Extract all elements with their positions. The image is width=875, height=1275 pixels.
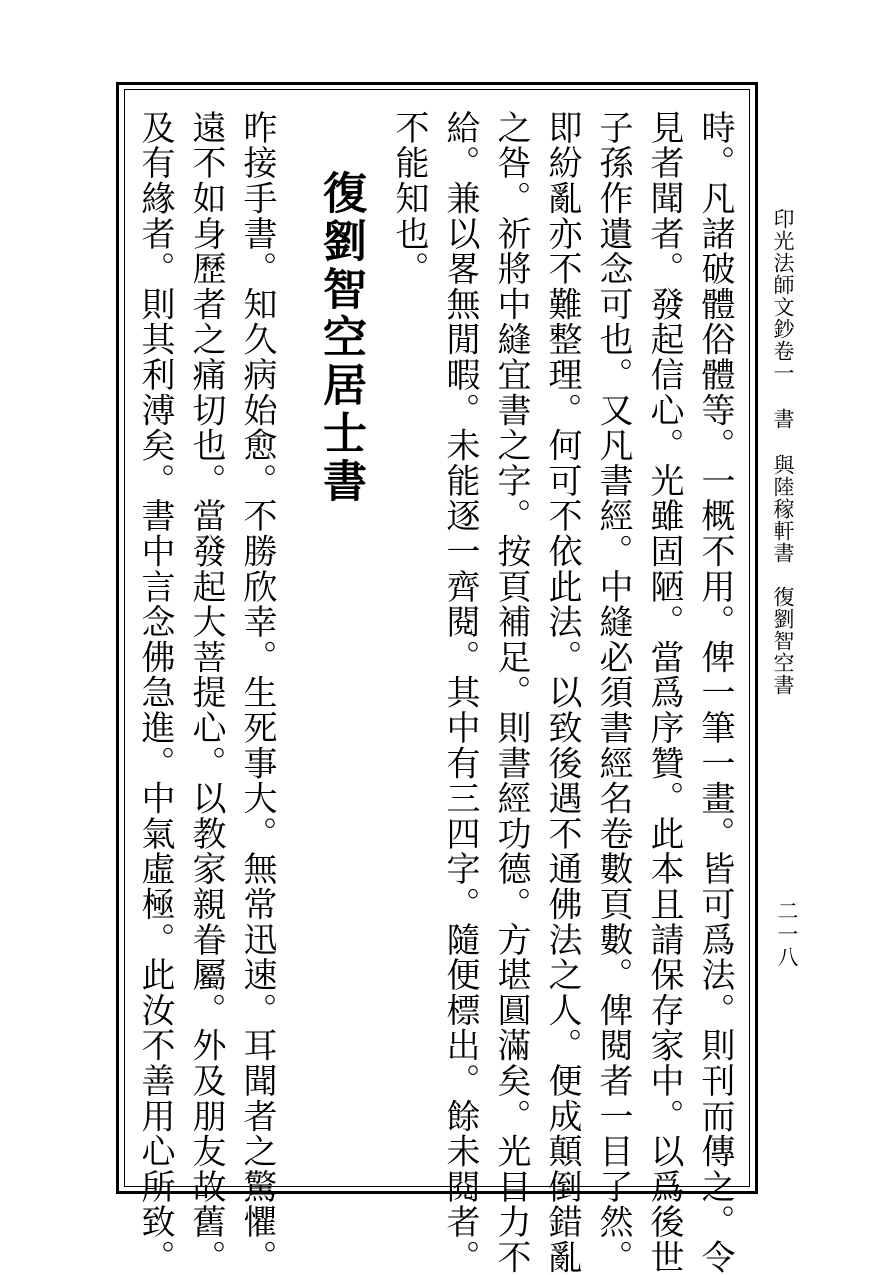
text-column: 即紛亂亦不難整理。何可不依此法。以致後遇不通佛法之人。便成顛倒錯亂	[542, 110, 582, 1275]
letter-names: 與陸稼軒書 復劉智空書	[771, 454, 795, 696]
letter-title: 復劉智空居士書	[315, 170, 366, 506]
text-column: 及有緣者。則其利溥矣。書中言念佛急進。中氣虛極。此汝不善用心所致。	[135, 110, 175, 1275]
running-header	[772, 208, 793, 696]
text-column: 遠不如身歷者之痛切也。當發起大菩提心。以教家親眷屬。外及朋友故舊。	[186, 110, 226, 1275]
text-column: 昨接手書。知久病始愈。不勝欣幸。生死事大。無常迅速。耳聞者之驚懼。	[237, 110, 277, 1275]
text-column: 之咎。祈將中縫宜書之字。按頁補足。則書經功德。方堪圓滿矣。光目力不	[491, 110, 531, 1275]
text-column: 子孫作遺念可也。又凡書經。中縫必須書經名卷數頁數。俾閱者一目了然。	[593, 110, 633, 1275]
text-column: 給。兼以畧無閒暇。未能逐一齊閱。其中有三四字。隨便標出。餘未閱者。	[440, 110, 480, 1275]
book-title: 印光法師文鈔卷一	[771, 208, 795, 384]
text-column: 見者聞者。發起信心。光雖固陋。當爲序贊。此本且請保存家中。以爲後世	[644, 110, 684, 1275]
text-column: 時。凡諸破體俗體等。一概不用。俾一筆一畫。皆可爲法。則刊而傳之。令	[695, 110, 735, 1275]
page-number: 二一八	[775, 900, 799, 969]
text-column: 不能知也。	[389, 110, 429, 287]
section-name: 書	[771, 408, 795, 430]
